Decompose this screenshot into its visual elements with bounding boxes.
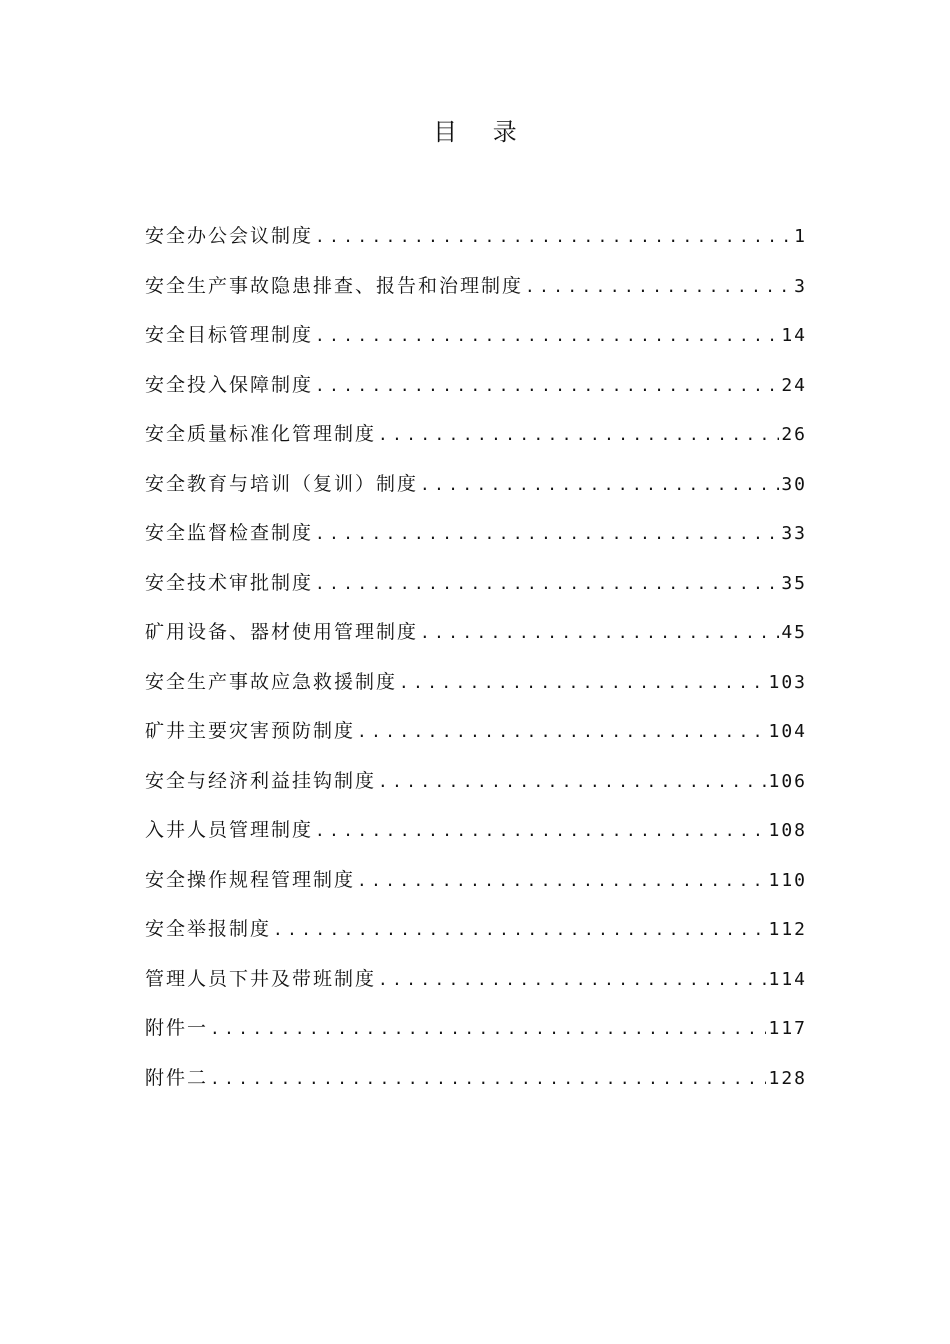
toc-entry-page: 114 [768,968,807,990]
dot-leader [378,417,779,453]
dot-leader [525,269,792,305]
dot-leader [315,368,779,404]
toc-entry[interactable] [145,466,807,516]
toc-entry-page: 14 [781,325,807,346]
toc-entry[interactable] [145,1010,807,1060]
toc-entry[interactable] [145,961,807,1011]
toc-entry-label: 安全质量标准化管理制度 [145,423,377,445]
dot-leader [273,912,766,948]
dot-leader [357,714,766,750]
toc-entry-page: 110 [768,869,807,891]
toc-entry[interactable] [145,664,807,714]
table-of-contents [145,218,807,1109]
toc-entry-label: 安全监督检查制度 [145,522,314,544]
toc-entry-label: 安全投入保障制度 [145,373,314,396]
dot-leader [315,813,766,849]
toc-entry[interactable] [145,268,807,318]
toc-entry-page: 35 [781,572,807,594]
toc-entry-label: 安全目标管理制度 [145,324,314,346]
dot-leader [420,467,779,503]
toc-entry[interactable] [145,218,807,268]
toc-entry[interactable] [145,565,807,615]
toc-entry-page: 30 [781,473,807,495]
toc-entry-page: 128 [768,1067,807,1089]
toc-entry[interactable] [145,812,807,862]
toc-entry-page: 24 [781,374,807,396]
toc-entry[interactable] [145,317,807,367]
toc-entry[interactable] [145,763,807,813]
dot-leader [315,219,792,255]
toc-entry-page: 106 [768,770,807,792]
toc-entry[interactable] [145,862,807,912]
toc-entry-label: 安全举报制度 [145,918,272,940]
toc-entry[interactable] [145,416,807,466]
toc-entry-label: 矿用设备、器材使用管理制度 [145,621,419,643]
dot-leader [315,516,779,552]
dot-leader [315,318,779,354]
dot-leader [357,863,766,899]
toc-entry-label: 附件二 [145,1066,209,1089]
toc-entry-label: 安全与经济利益挂钩制度 [145,769,377,792]
toc-entry-page: 45 [781,622,807,643]
toc-entry-page: 1 [794,226,807,247]
toc-entry[interactable] [145,367,807,417]
page-title: 目 录 [433,118,531,146]
toc-entry[interactable] [145,713,807,763]
toc-entry[interactable] [145,515,807,565]
toc-entry[interactable] [145,1060,807,1110]
toc-entry-label: 附件一 [145,1017,209,1039]
toc-entry[interactable] [145,911,807,961]
toc-entry[interactable] [145,614,807,664]
toc-entry-page: 112 [768,919,807,940]
dot-leader [315,566,779,602]
dot-leader [378,962,766,998]
toc-entry-page: 108 [768,820,807,841]
dot-leader [399,665,766,701]
dot-leader [210,1061,766,1097]
toc-entry-page: 3 [794,275,807,297]
toc-entry-label: 安全操作规程管理制度 [145,868,356,891]
toc-entry-label: 安全教育与培训（复训）制度 [145,472,419,495]
toc-entry-page: 104 [768,721,807,742]
toc-entry-page: 103 [768,671,807,693]
toc-entry-label: 安全生产事故应急救援制度 [145,670,398,693]
toc-entry-label: 入井人员管理制度 [145,819,314,841]
toc-entry-label: 管理人员下井及带班制度 [145,967,377,990]
toc-entry-label: 安全办公会议制度 [145,225,314,247]
toc-entry-page: 26 [781,424,807,445]
toc-entry-page: 117 [768,1018,807,1039]
toc-entry-label: 安全生产事故隐患排查、报告和治理制度 [145,274,524,297]
toc-entry-label: 矿井主要灾害预防制度 [145,720,356,742]
toc-entry-page: 33 [781,523,807,544]
dot-leader [378,764,766,800]
dot-leader [420,615,779,651]
toc-entry-label: 安全技术审批制度 [145,571,314,594]
dot-leader [210,1011,766,1047]
